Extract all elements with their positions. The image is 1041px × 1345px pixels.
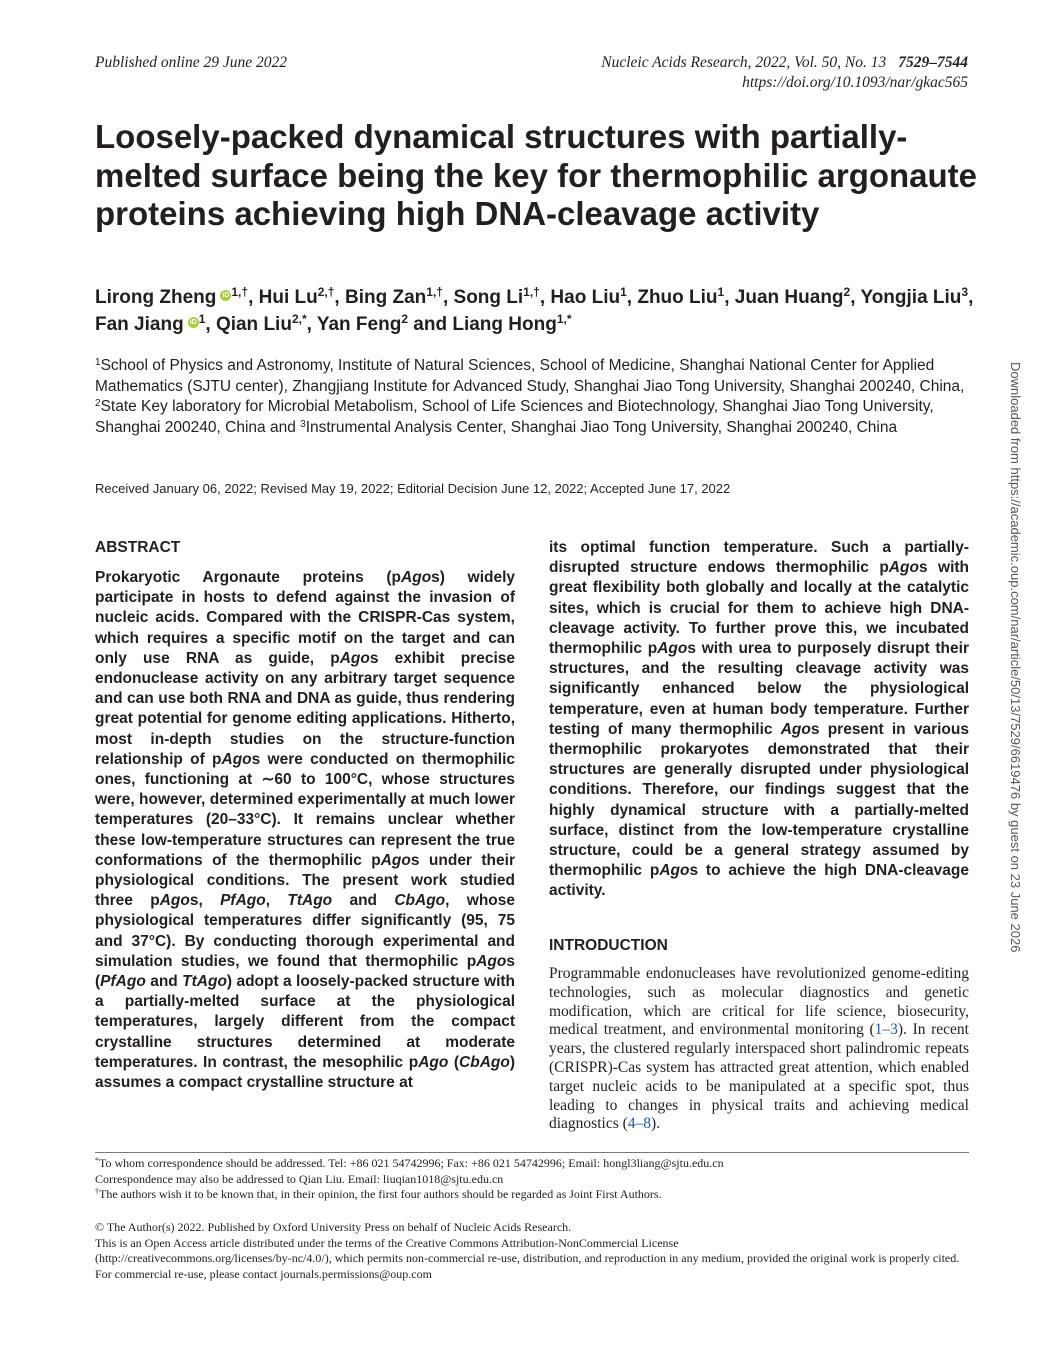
intro-run: ). — [651, 1115, 661, 1133]
license-terms: (http://creativecommons.org/licenses/by-nc/4.0/), which permits non-commercial re-use, distribution, and reproduction in any medium, provided the original work is properly cited. For commercial re-use, please contact journals.permissions@oup.com — [95, 1251, 960, 1281]
abstract-left-italic-run: TtAgo — [182, 973, 227, 991]
author-name: Hui Lu — [258, 287, 318, 308]
author-name: Yongjia Liu — [860, 287, 962, 308]
affil-1: School of Physics and Astronomy, Institute of Natural Sciences, School of Medicine, Shanghai National Center for Applied Mathematics (SJTU center), Zhangjiang Institute for Advanced Study, Shanghai Jiao Tong University, Shanghai 200240, China, — [95, 357, 965, 395]
author-affil-mark: 1 — [198, 312, 206, 326]
abstract-left-italic-run: TtAgo — [287, 892, 333, 910]
abstract-right-italic-run: Ago — [888, 559, 919, 577]
introduction-heading: INTRODUCTION — [549, 937, 668, 954]
page-range: 7529–7544 — [898, 54, 968, 71]
license-line: This is an Open Access article distributed under the terms of the Creative Commons Attribution-NonCommercial License — [95, 1235, 679, 1250]
abstract-left-italic-run: Ago — [476, 952, 507, 970]
abstract-left-italic-run: Ago — [159, 892, 190, 910]
intro-run: Programmable endonucleases have revolutionized genome-editing technologies, such as molecular diagnostics and genetic modification, which are critical for life science, biosecurity, medical treatment, and environmental monitoring ( — [549, 965, 969, 1039]
abstract-left-run: , whose physiological temperatures differ significantly (95, 75 and 37°C). By conducting thorough experimental and simulation studies, we found that thermophilic p — [95, 892, 515, 970]
corr-mark: * — [95, 1156, 99, 1165]
abstract-left-run: s, — [189, 892, 221, 910]
abstract-left-run: ( — [448, 1053, 460, 1071]
author-separator: , — [248, 287, 259, 308]
abstract-left-run: s) widely participate in hosts to defend against the invasion of nucleic acids. Compared with the CRISPR-Cas system, which requires a specific motif on the target and can only use RNA as guide, p — [95, 569, 516, 667]
abstract-left-italic-run: CbAgo — [459, 1053, 510, 1071]
author-name: Song Li — [453, 287, 524, 308]
abstract-left-run: s under their physiological conditions. The present work studied three p — [95, 851, 515, 910]
abstract-text-right — [549, 538, 969, 902]
author-affil-mark: 1,† — [426, 285, 443, 299]
abstract-text-left — [95, 568, 515, 1093]
joint-text: The authors wish it to be known that, in their opinion, the first four authors should be regarded as Joint First Authors. — [99, 1187, 662, 1201]
abstract-left-italic-run: Ago — [339, 649, 370, 667]
author-name: Yan Feng — [316, 314, 402, 335]
abstract-right-run: s to achieve the high DNA-cleavage activity. — [549, 862, 969, 900]
abstract-right-italic-run: Ago — [659, 862, 690, 880]
author-affil-mark: 1 — [717, 285, 725, 299]
abstract-left-italic-run: PfAgo — [100, 973, 146, 991]
orcid-icon[interactable]: iD — [189, 319, 197, 326]
correspondence-note — [95, 1156, 969, 1172]
author-separator: , — [626, 287, 638, 308]
affil-mark-3: 3 — [300, 418, 306, 430]
abstract-right-run: s present in various thermophilic prokaryotes demonstrated that their structures are generally disrupted under physiological conditions. Therefore, our findings suggest that the highly dynamical structure with a partially-melted surface, distinct from the low-temperature crystalline structure, could be a general strategy assumed by thermophilic p — [549, 720, 969, 880]
abstract-left-run: ) adopt a loosely-packed structure with a partially-melted surface at the physiological temperatures, largely different from the compact crystalline structures determined at moderate temperatures. In contrast, the mesophilic p — [95, 973, 516, 1071]
footnotes — [95, 1156, 969, 1203]
abstract-left-italic-run: PfAgo — [220, 892, 266, 910]
author-affil-mark: 1,* — [556, 312, 572, 326]
author-affil-mark: 2 — [401, 312, 408, 326]
abstract-heading: ABSTRACT — [95, 539, 181, 556]
abstract-left-run: s were conducted on thermophilic ones, functioning at ∼60 to 100°C, whose structures were, however, determined experimentally at much lower temperatures (20–33°C). It remains unclear whether these low-temperature structures can represent the true conformations of the thermophilic p — [95, 750, 515, 869]
affil-mark-1: 1 — [95, 357, 101, 368]
affil-2: State Key laboratory for Microbial Metabolism, School of Life Sciences and Biotechnology, Shanghai Jiao Tong University, Shanghai 200240, China and — [95, 398, 934, 436]
received-dates: Received January 06, 2022; Revised May 19, 2022; Editorial Decision June 12, 2022; Accepted June 17, 2022 — [95, 481, 731, 496]
abstract-left-italic-run: Ago — [380, 851, 411, 869]
author-name: Bing Zan — [344, 287, 427, 308]
author-affil-mark: 1,† — [523, 285, 540, 299]
article-title: Loosely-packed dynamical structures with partially-melted surface being the key for thermophilic argonaute proteins achieving high DNA-cleavage activity — [95, 118, 978, 232]
affil-mark-2: 2 — [95, 398, 101, 409]
joint-mark: † — [95, 1187, 99, 1196]
abstract-left-italic-run: Ago — [418, 1053, 449, 1071]
abstract-left-run: Prokaryotic Argonaute proteins (p — [95, 569, 402, 586]
author-name: Juan Huang — [734, 287, 844, 308]
author-list — [95, 284, 975, 338]
author-name: Zhuo Liu — [637, 287, 718, 308]
author-separator: , — [968, 287, 974, 308]
author-name: Liang Hong — [452, 314, 557, 335]
published-text: Published online 29 June 2022 — [95, 54, 287, 71]
journal-header — [601, 53, 968, 93]
license-block — [95, 1220, 969, 1282]
author-affil-mark: 1,† — [231, 285, 249, 299]
abstract-right-run: s with urea to purposely disrupt their structures, and the resulting cleavage activity was significantly enhanced below the physiological temperature, even at human body temperature. Further testing of many thermophilic — [549, 640, 969, 738]
author-separator: and — [408, 314, 453, 335]
published-date — [95, 53, 287, 73]
reference-link[interactable]: 1–3 — [874, 1021, 898, 1039]
abstract-left-italic-run: Ago — [401, 569, 432, 586]
copyright-line: © The Author(s) 2022. Published by Oxford University Press on behalf of Nucleic Acids Research. — [95, 1220, 572, 1234]
intro-run: ). In recent years, the clustered regularly interspaced short palindromic repeats (CRISPR)-Cas system has attracted great attention, which enabled target nucleic acids to be manipulated at a specific spot, thus leading to changes in physical traits and achieving medical diagnostics ( — [549, 1021, 969, 1133]
author-affil-mark: 2,† — [317, 285, 335, 299]
correspondence-note-2: Correspondence may also be addressed to Qian Liu. Email: liuqian1018@sjtu.edu.cn — [95, 1171, 504, 1186]
download-watermark: Downloaded from https://academic.oup.com/nar/article/50/13/7529/6619476 by guest on 23 June 2026 — [1008, 362, 1023, 953]
author-affil-mark: 3 — [961, 285, 969, 299]
abstract-left-run: and — [332, 892, 395, 910]
author-affil-mark: 2 — [843, 285, 851, 299]
author-separator: , — [306, 314, 317, 335]
orcid-icon[interactable]: iD — [222, 292, 230, 299]
abstract-left-run: , — [265, 892, 288, 910]
author-name: Lirong Zheng — [95, 287, 217, 308]
abstract-left-italic-run: Ago — [221, 750, 252, 768]
abstract-right-italic-run: Ago — [657, 640, 688, 658]
abstract-right-italic-run: Ago — [780, 720, 811, 738]
doi-link[interactable]: https://doi.org/10.1093/nar/gkac565 — [742, 74, 968, 91]
corr-text: To whom correspondence should be addressed. Tel: +86 021 54742996; Fax: +86 021 54742996; Email: hongl3liang@sjtu.edu.cn — [99, 1156, 724, 1170]
reference-link[interactable]: 4–8 — [627, 1115, 652, 1133]
abstract-left-run: s exhibit precise endonuclease activity on any arbitrary target sequence and can use both RNA and DNA as guide, thus rendering great potential for genome editing applications. Hitherto, most in-depth studies on the structure-function relationship of p — [95, 649, 515, 768]
author-separator: , — [539, 287, 551, 308]
abstract-left-run: s ( — [95, 952, 515, 991]
footnote-divider — [95, 1152, 969, 1153]
author-separator: , — [205, 314, 216, 335]
author-name: Fan Jiang — [95, 314, 184, 335]
journal-citation: Nucleic Acids Research, 2022, Vol. 50, No. 13 — [601, 54, 887, 71]
author-name: Hao Liu — [550, 287, 621, 308]
abstract-right-run: its optimal function temperature. Such a partially-disrupted structure endows thermophilic p — [549, 539, 969, 577]
affil-3: Instrumental Analysis Center, Shanghai Jiao Tong University, Shanghai 200240, China — [305, 418, 898, 436]
introduction-text — [549, 965, 969, 1134]
affiliations — [95, 356, 975, 438]
abstract-left-run: ) assumes a compact crystalline structure at — [95, 1053, 516, 1092]
joint-author-note — [95, 1187, 969, 1203]
author-separator: , — [334, 287, 345, 308]
abstract-right-run: s with great flexibility both globally and locally at the catalytic sites, which is crucial for them to achieve high DNA-cleavage activity. To further prove this, we incubated thermophilic p — [549, 559, 970, 658]
author-separator: , — [850, 287, 861, 308]
author-affil-mark: 1 — [620, 285, 627, 299]
author-separator: , — [724, 287, 735, 308]
abstract-left-italic-run: CbAgo — [394, 892, 446, 910]
author-affil-mark: 2,* — [291, 312, 307, 326]
abstract-left-run: and — [145, 973, 183, 991]
author-name: Qian Liu — [215, 314, 292, 335]
author-separator: , — [442, 287, 454, 308]
